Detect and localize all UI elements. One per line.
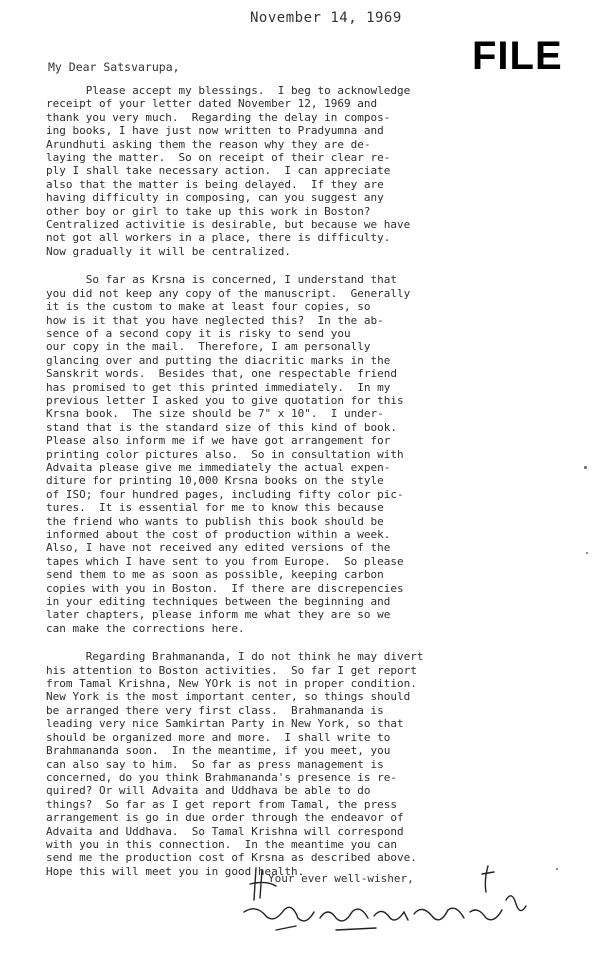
letter-body <box>46 84 526 893</box>
closing: Your ever well-wisher, <box>268 872 414 885</box>
text-line: Arundhuti asking them the reason why they are de- <box>46 137 371 151</box>
text-line: also that the matter is being delayed. If they are <box>46 177 384 191</box>
scan-speck <box>586 552 588 554</box>
text-line: his attention to Boston activities. So far I get report <box>46 663 417 677</box>
text-line: things? So far as I get report from Tamal, the press <box>46 797 397 811</box>
text-line: in your editing techniques between the beginning and <box>46 595 391 609</box>
text-line: tures. It is essential for me to know this because <box>46 501 384 515</box>
text-line: previous letter I asked you to give quotation for this <box>46 393 404 407</box>
text-line: laying the matter. So on receipt of their clear re- <box>46 151 391 165</box>
text-line: Hope this will meet you in good health. <box>46 864 305 878</box>
text-line: informed about the cost of production within a week. <box>46 528 391 541</box>
text-line: thank you very much. Regarding the delay in compos- <box>46 110 391 124</box>
text-line: Now gradually it will be centralized. <box>46 244 292 258</box>
text-line: So far as Krsna is concerned, I understand that <box>46 273 397 287</box>
text-line: Advaita and Uddhava. So Tamal Krishna will correspond <box>46 824 404 838</box>
text-line: Please also inform me if we have got arrangement for <box>46 434 391 448</box>
text-line: the friend who wants to publish this book should be <box>46 514 384 528</box>
text-line: our copy in the mail. Therefore, I am personally <box>46 340 371 354</box>
text-line: of ISO; four hundred pages, including fifty color pic- <box>46 487 404 501</box>
text-line: it is the custom to make at least four copies, so <box>46 300 371 314</box>
paragraph-3 <box>46 650 526 878</box>
text-line: should be organized more and more. I shall write to <box>46 730 391 744</box>
text-line: Brahmananda soon. In the meantime, if you meet, you <box>46 744 391 758</box>
text-line: arrangement is go in due order through the endeavor of <box>46 811 404 825</box>
text-line: Also, I have not received any edited versions of the <box>46 541 391 555</box>
text-line: Sanskrit words. Besides that, one respectable friend <box>46 367 397 381</box>
letter-date: November 14, 1969 <box>250 10 402 26</box>
text-line: copies with you in Boston. If there are discrepencies <box>46 581 404 595</box>
text-line: can also say to him. So far as press management is <box>46 757 384 771</box>
text-line: not got all workers in a place, there is difficulty. <box>46 231 391 245</box>
text-line: has promised to get this printed immediately. In my <box>46 380 391 394</box>
text-line: ply I shall take necessary action. I can appreciate <box>46 164 391 178</box>
text-line: diture for printing 10,000 Krsna books on the style <box>46 474 384 488</box>
file-stamp: FILE <box>472 34 563 78</box>
text-line: concerned, do you think Brahmananda's presence is re- <box>46 770 397 784</box>
text-line: Centralized activitie is desirable, but because we have <box>46 218 411 232</box>
paragraph-2 <box>46 273 526 635</box>
text-line: can make the corrections here. <box>46 621 245 635</box>
text-line: how is it that you have neglected this? In the ab- <box>46 313 384 327</box>
text-line: Please accept my blessings. I beg to acknowledge <box>46 84 411 97</box>
text-line: glancing over and putting the diacritic marks in the <box>46 353 391 367</box>
salutation: My Dear Satsvarupa, <box>48 60 180 74</box>
text-line: with you in this connection. In the meantime you can <box>46 837 397 851</box>
text-line: receipt of your letter dated November 12, 1969 and <box>46 97 378 111</box>
text-line: send me the production cost of Krsna as described above. <box>46 851 417 865</box>
text-line: you did not keep any copy of the manuscript. Generally <box>46 286 411 300</box>
text-line: New York is the most important center, so things should <box>46 690 411 704</box>
scan-speck <box>584 466 587 469</box>
text-line: sence of a second copy it is risky to send you <box>46 326 351 340</box>
text-line: send them to me as soon as possible, keeping carbon <box>46 568 384 582</box>
text-line: having difficulty in composing, can you suggest any <box>46 191 384 205</box>
scan-speck <box>556 868 558 870</box>
text-line: tapes which I have sent to you from Europe. So please <box>46 554 404 568</box>
paragraph-1 <box>46 84 526 258</box>
text-line: stand that is the standard size of this kind of book. <box>46 420 397 434</box>
text-line: Advaita please give me immediately the actual expen- <box>46 460 391 474</box>
text-line: printing color pictures also. So in consultation with <box>46 447 404 461</box>
text-line: later chapters, please inform me what they are so we <box>46 608 391 622</box>
text-line: ing books, I have just now written to Pradyumna and <box>46 124 384 138</box>
text-line: Krsna book. The size should be 7" x 10". I under- <box>46 407 384 421</box>
text-line: be arranged there very first class. Brahmananda is <box>46 703 384 717</box>
text-line: Regarding Brahmananda, I do not think he may divert <box>46 650 424 664</box>
text-line: leading very nice Samkirtan Party in New York, so that <box>46 717 404 731</box>
text-line: other boy or girl to take up this work in Boston? <box>46 204 371 218</box>
text-line: from Tamal Krishna, New YOrk is not in proper condition. <box>46 677 417 691</box>
text-line: quired? Or will Advaita and Uddhava be able to do <box>46 784 371 798</box>
